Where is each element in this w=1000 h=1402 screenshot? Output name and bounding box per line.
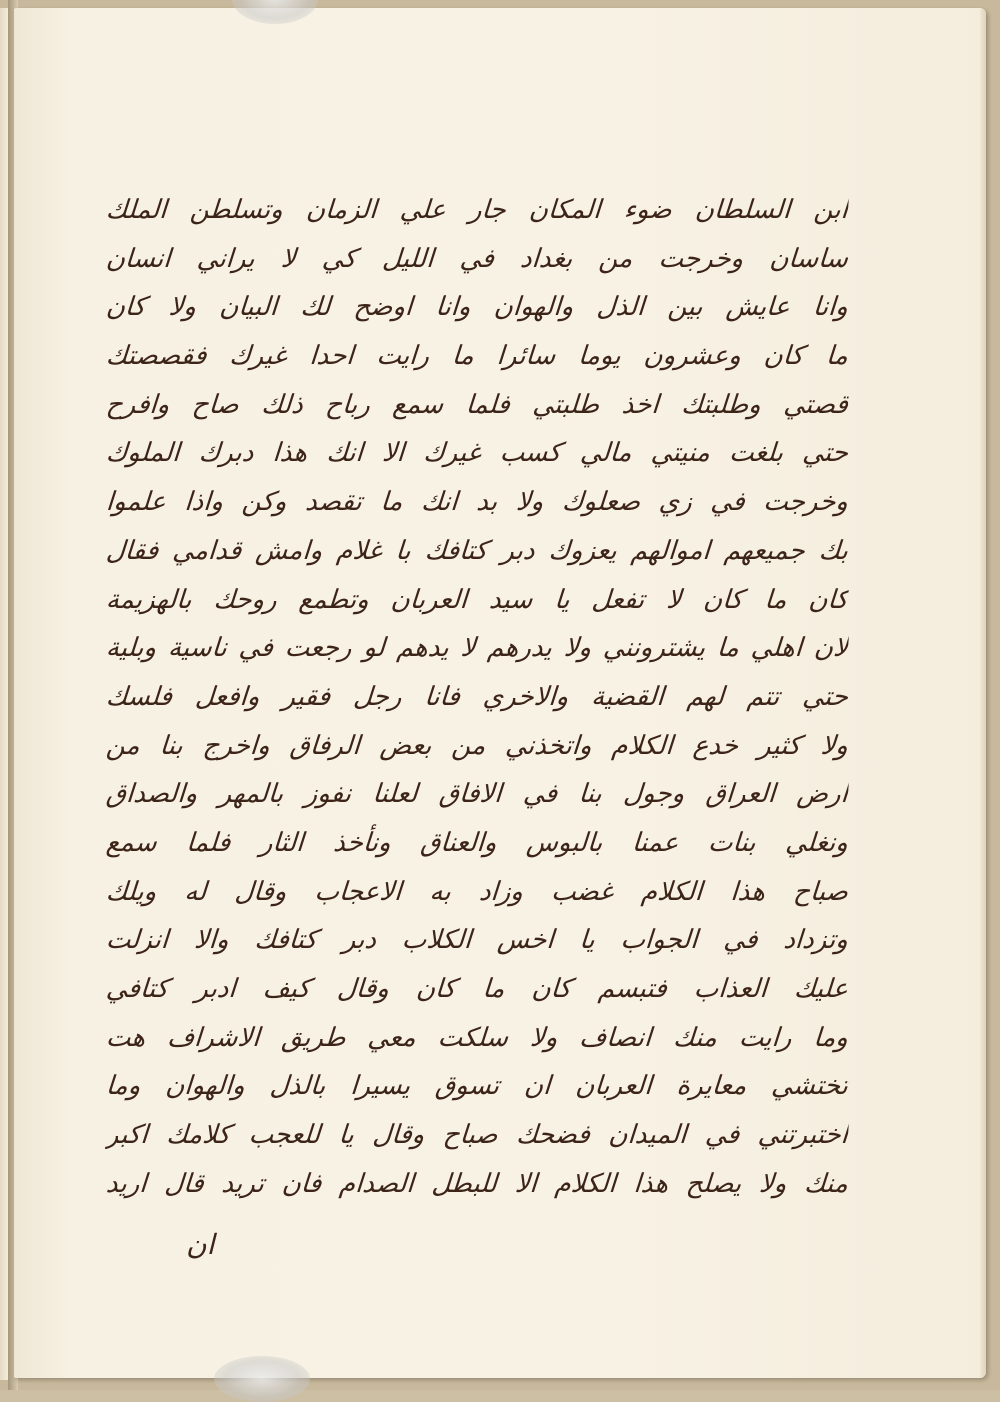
text-line: لان اهلي ما يشترونني ولا يدرهم لا يدهم لو رجعت في ناسية وبلية [104,633,850,664]
manuscript-text [106,186,848,1208]
text-line: ابن السلطان ضوء المكان جار علي الزمان وتسلطن الملك [104,195,850,225]
text-line: ونغلي بنات عمنا بالبوس والعناق ونأخذ الثار فلما سمع [104,827,850,858]
text-line: تختشي معايرة العربان ان تسوق يسيرا بالذل والهوان وما [104,1071,850,1102]
text-line: وما رايت منك انصاف ولا سلكت معي طريق الاشراف هت [104,1022,850,1053]
text-line: وخرجت في زي صعلوك ولا بد انك ما تقصد وكن واذا علموا [104,487,850,518]
text-line: منك ولا يصلح هذا الكلام الا للبطل الصدام فان تريد قال اريد [104,1168,850,1199]
text-line: عليك العذاب فتبسم كان ما كان وقال كيف ادبر كتافي [104,974,850,1004]
text-line: ولا كثير خدع الكلام واتخذني من بعض الرفاق واخرج بنا من [104,730,850,761]
page-edge [980,8,986,1378]
text-line: صباح هذا الكلام غضب وزاد به الاعجاب وقال له ويلك [104,876,850,907]
text-line: وانا عايش بين الذل والهوان وانا اوضح لك البيان ولا كان [104,292,850,323]
text-line: وتزداد في الجواب يا اخس الكلاب دبر كتافك والا انزلت [104,925,850,956]
text-line: قصتي وطلبتك اخذ طلبتي فلما سمع رباح ذلك صاح وافرح [104,389,850,420]
catchword: ان [186,1228,215,1261]
text-line: حتي بلغت منيتي مالي كسب غيرك الا انك هذا دبرك الملوك [104,438,850,469]
text-line: بك جميعهم اموالهم يعزوك دبر كتافك با غلام وامش قدامي فقال [104,535,850,566]
text-line: كان ما كان لا تفعل يا سيد العربان وتطمع روحك بالهزيمة [104,584,850,615]
text-line: ما كان وعشرون يوما سائرا ما رايت احدا غيرك فقصصتك [104,341,850,372]
text-line: ارض العراق وجول بنا في الافاق لعلنا نفوز بالمهر والصداق [104,779,850,810]
text-line: حتي تتم لهم القضية والاخري فانا رجل فقير وافعل فلسك [104,681,850,712]
text-line: ساسان وخرجت من بغداد في الليل كي لا يراني انسان [104,243,850,274]
text-line: اختبرتني في الميدان فضحك صباح وقال يا للعجب كلامك اكبر [104,1120,850,1151]
glass-weight-bottom [214,1356,310,1402]
